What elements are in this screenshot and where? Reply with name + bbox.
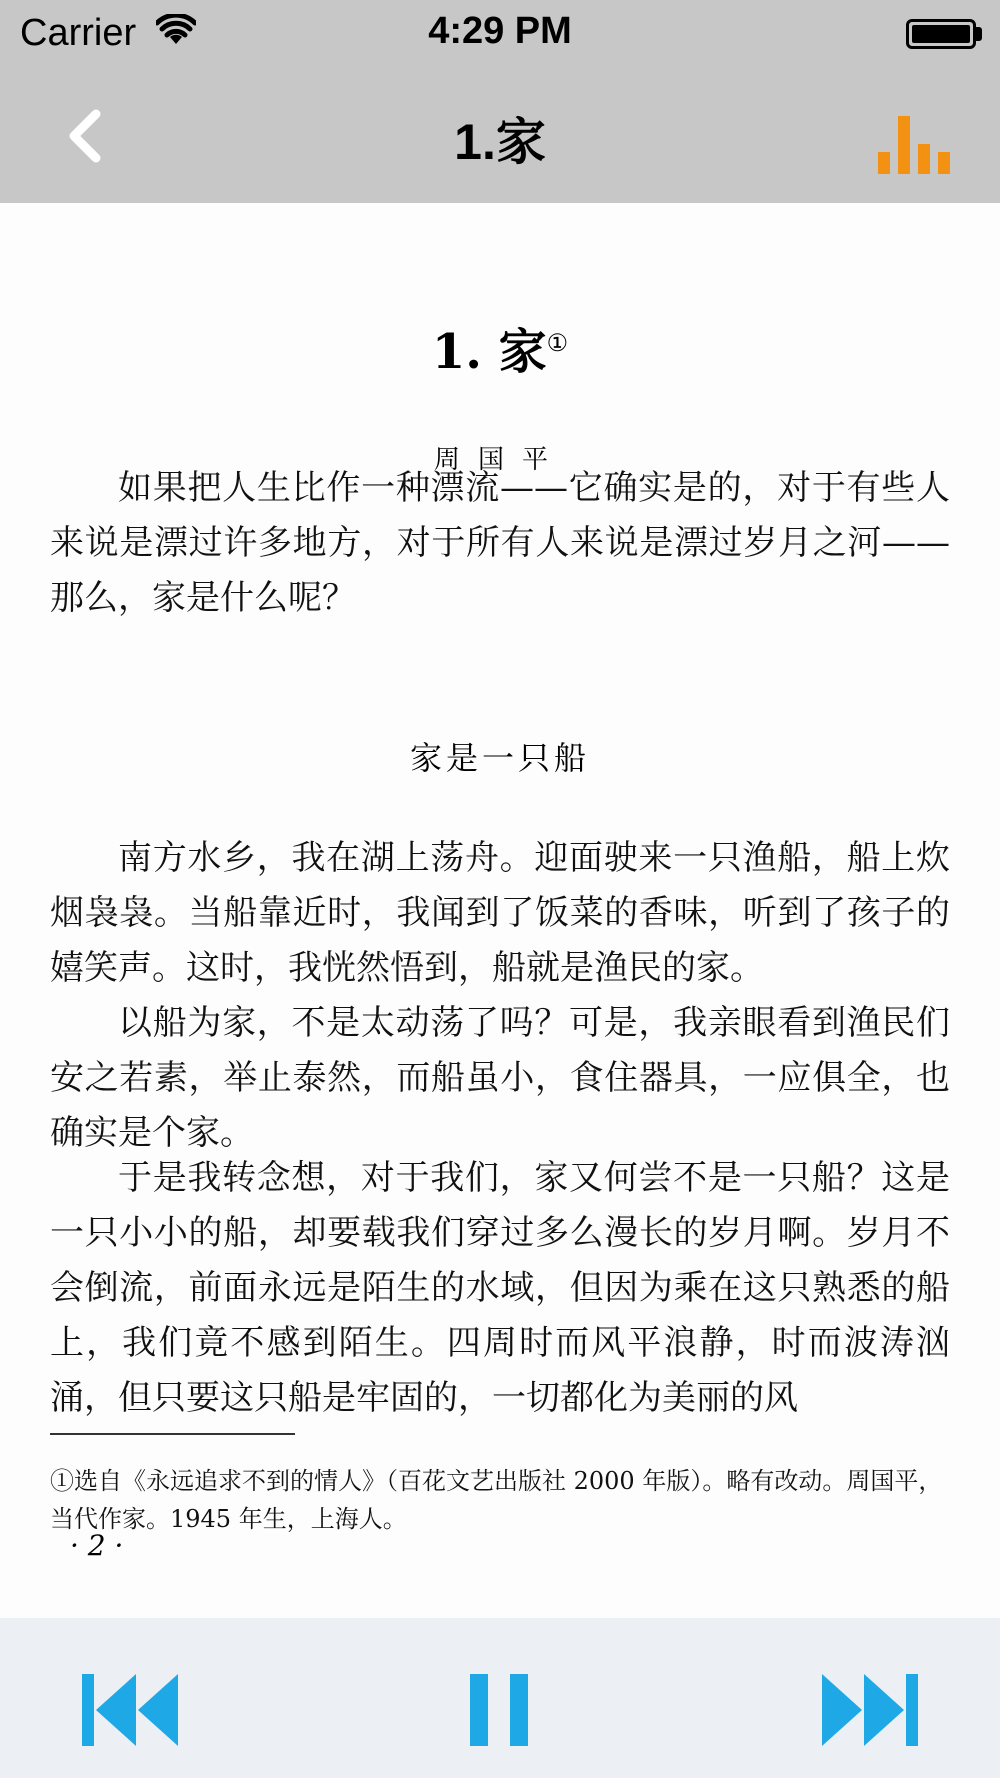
paragraph: 如果把人生比作一种漂流——它确实是的，对于有些人来说是漂过许多地方，对于所有人来说是漂过岁月之河——那么，家是什么呢？ <box>50 468 950 618</box>
skip-previous-icon <box>82 1674 178 1746</box>
status-time: 4:29 PM <box>428 10 572 52</box>
paragraph: 以船为家，不是太动荡了吗？可是，我亲眼看到渔民们安之若素，举止泰然，而船虽小，食住器具，一应俱全，也确实是个家。 <box>50 1003 950 1153</box>
pause-icon <box>470 1674 528 1746</box>
playback-toolbar <box>0 1618 1000 1778</box>
status-bar <box>0 0 1000 70</box>
skip-next-icon <box>822 1674 918 1746</box>
paragraph: 南方水乡，我在湖上荡舟。迎面驶来一只渔船，船上炊烟袅袅。当船靠近时，我闻到了饭菜的香味，听到了孩子的嬉笑声。这时，我恍然悟到，船就是渔民的家。 <box>50 838 950 988</box>
pause-button[interactable] <box>470 1674 530 1746</box>
battery-tip <box>976 27 982 41</box>
next-button[interactable] <box>820 1674 920 1746</box>
author-name: 周国平 <box>433 445 566 475</box>
footnote-mark: ① <box>546 329 569 357</box>
section-heading: 家是一只船 <box>409 739 590 777</box>
top-chrome <box>0 0 1000 203</box>
nav-bar <box>0 70 1000 203</box>
page-number: · 2 · <box>70 1529 124 1562</box>
carrier-label: Carrier <box>20 12 137 54</box>
footnote-divider <box>50 1433 295 1435</box>
footnote: ①选自《永远追求不到的情人》（百花文艺出版社 2000 年版）。略有改动。周国平，当代作家。1945 年生，上海人。 <box>50 1467 943 1533</box>
paragraph: 于是我转念想，对于我们，家又何尝不是一只船？这是一只小小的船，却要载我们穿过多么漫长的岁月啊。岁月不会倒流，前面永远是陌生的水域，但因为乘在这只熟悉的船上，我们竟不感到陌生。四周时而风平浪静，时而波涛汹涌，但只要这只船是牢固的，一切都化为美丽的风 <box>50 1158 950 1418</box>
previous-button[interactable] <box>80 1674 180 1746</box>
text-page-image <box>0 203 1000 1778</box>
bar-chart-icon[interactable] <box>878 114 952 174</box>
battery-icon <box>906 19 976 49</box>
lesson-title: 1. 家① <box>431 324 569 380</box>
nav-title: 1.家 <box>454 114 546 170</box>
